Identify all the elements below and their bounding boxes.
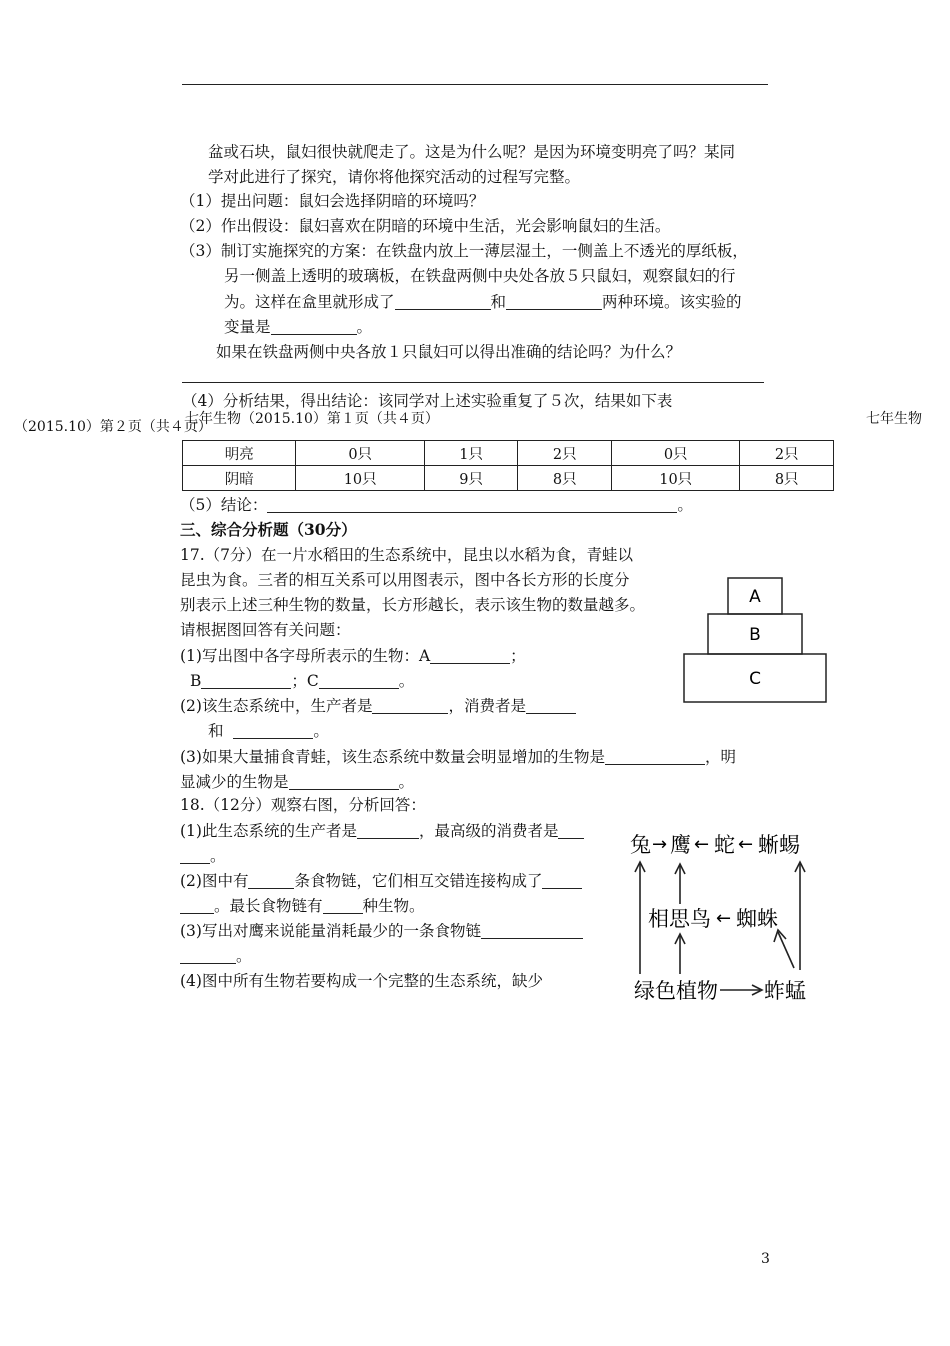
web-arrow-1: ← (694, 834, 710, 855)
web-eagle: 鹰 (670, 833, 691, 857)
answer-blank-conclusion[interactable] (267, 497, 677, 514)
footer-page-2: （2015.10）第２页（共４页） (14, 419, 212, 435)
q18-sub-2 (180, 870, 582, 892)
q18-sub-3 (180, 920, 583, 942)
q3-text-a: 为。这样在盒里就形成了 (224, 293, 395, 311)
q17-s3-decrease: 显减少的生物是 (180, 773, 289, 791)
footer-right-label: 七年生物 (866, 411, 922, 427)
row-label: 明亮 (183, 441, 296, 466)
table-cell: 2只 (518, 441, 612, 466)
answer-blank-consumer-2[interactable] (233, 723, 313, 740)
answer-line-followup[interactable] (182, 382, 764, 383)
food-web-diagram (628, 818, 818, 1008)
table-row (183, 441, 834, 466)
answer-blank-env-2[interactable] (506, 294, 602, 311)
table-cell: 8只 (740, 466, 834, 491)
pyramid-label-c: C (749, 669, 761, 689)
q17-line-3: 别表示上述三种生物的数量，长方形越长，表示该生物的数量越多。 (180, 596, 646, 614)
q5-end: 。 (677, 496, 693, 514)
q17-s3-cont: ，明 (704, 748, 736, 766)
web-arrow-2: ← (738, 834, 754, 855)
q5-label: （5）结论： (180, 496, 268, 514)
table-cell: 8只 (518, 466, 612, 491)
q17-s3-end: 。 (398, 773, 415, 791)
web-snake: 蛇 (714, 833, 735, 857)
q17-s1-end: 。 (398, 672, 415, 690)
q18-s1-top: ，最高级的消费者是 (418, 822, 559, 840)
q3-text-b: 和 (490, 293, 507, 311)
q17-sub-1 (180, 645, 526, 667)
answer-blank-web-cont[interactable] (180, 898, 214, 915)
question-3-followup: 如果在铁盘两侧中央各放１只鼠妇可以得出准确的结论吗？为什么？ (216, 343, 682, 361)
q17-line-1: 17.（7分）在一片水稻田的生态系统中，昆虫以水稻为食，青蛙以 (180, 546, 634, 564)
q18-s2-longest: 。最长食物链有 (214, 897, 323, 915)
answer-blank-top-consumer[interactable] (558, 823, 584, 840)
q17-s1-sep: ； (510, 647, 526, 665)
table-cell: 10只 (611, 466, 739, 491)
q17-line-4: 请根据图回答有关问题： (180, 621, 351, 639)
q17-s3-text: (3)如果大量捕食青蛙，该生态系统中数量会明显增加的生物是 (180, 748, 605, 766)
answer-blank-species[interactable] (323, 898, 363, 915)
answer-blank-chain[interactable] (481, 923, 583, 940)
q18-s2-web: 条食物链，它们相互交错连接构成了 (294, 872, 543, 890)
table-cell: 2只 (740, 441, 834, 466)
table-row (183, 466, 834, 491)
q18-sub-2b (180, 895, 425, 917)
q17-s2-consumer: ，消费者是 (448, 697, 526, 715)
q17-s2-and: 和 (208, 722, 224, 740)
q18-s1-text: (1)此生态系统的生产者是 (180, 822, 357, 840)
q17-sub-3 (180, 746, 736, 768)
answer-blank-env-1[interactable] (395, 294, 491, 311)
intro-line-2: 学对此进行了探究，请你将他探究活动的过程写完整。 (208, 168, 581, 186)
answer-blank-a[interactable] (430, 648, 510, 665)
web-rabbit: 兔 (630, 833, 651, 857)
table-cell: 10只 (296, 466, 424, 491)
web-spider: 蜘蛛 (736, 907, 778, 931)
header-rule (182, 84, 768, 85)
question-2: （2）作出假设：鼠妇喜欢在阴暗的环境中生活，光会影响鼠妇的生活。 (180, 217, 671, 235)
answer-blank-web[interactable] (542, 873, 582, 890)
page-number: 3 (761, 1251, 770, 1267)
q18-sub-3b (180, 945, 252, 967)
table-cell: 0只 (611, 441, 739, 466)
answer-blank-b[interactable] (201, 673, 291, 690)
question-3-line-2: 另一侧盖上透明的玻璃板，在铁盘两侧中央处各放５只鼠妇，观察鼠妇的行 (224, 267, 736, 285)
q18-s1-end: 。 (210, 847, 226, 865)
answer-blank-consumer-1[interactable] (526, 698, 576, 715)
question-4-partial: （4）分析结果，得出结论：该同学对上述实验重复了５次，结果如下表 (182, 392, 673, 410)
question-5 (180, 494, 693, 516)
q17-sub-2 (180, 695, 576, 717)
answer-blank-variable[interactable] (271, 319, 357, 336)
q18-s2-end: 种生物。 (362, 897, 425, 915)
q17-line-2: 昆虫为食。三者的相互关系可以用图表示，图中各长方形的长度分 (180, 571, 630, 589)
table-cell: 0只 (296, 441, 424, 466)
answer-blank-chain-cont[interactable] (180, 948, 236, 965)
section-3-heading: 三、综合分析题（30分） (180, 520, 357, 539)
q17-sub-1b (190, 670, 414, 692)
web-grasshopper: 蚱蜢 (764, 979, 806, 1003)
q18-s3-end: 。 (236, 947, 252, 965)
q18-sub-1b (180, 845, 226, 867)
web-lizard: 蜥蜴 (758, 833, 800, 857)
pyramid-label-a: A (749, 587, 761, 607)
pyramid-diagram (680, 570, 832, 706)
q18-s3-text: (3)写出对鹰来说能量消耗最少的一条食物链 (180, 922, 481, 940)
q17-s2-end: 。 (313, 722, 329, 740)
web-arrow-3: ← (716, 908, 732, 929)
intro-line-1: 盆或石块，鼠妇很快就爬走了。这是为什么呢？是因为环境变明亮了吗？某同 (208, 143, 736, 161)
q17-sub-3b (180, 771, 414, 793)
q18-sub-1 (180, 820, 584, 842)
web-arrow-right-1: → (652, 834, 668, 855)
q17-s2-text: (2)该生态系统中，生产者是 (180, 697, 373, 715)
q17-s1-text: (1)写出图中各字母所表示的生物：A (180, 647, 431, 665)
q17-sub-2b (208, 720, 329, 742)
answer-blank-decrease[interactable] (289, 774, 399, 791)
answer-blank-c[interactable] (319, 673, 399, 690)
footer-page-1: 七年生物（2015.10）第１页（共４页） (185, 411, 439, 427)
q17-b-label: B (190, 672, 202, 690)
answer-blank-increase[interactable] (605, 749, 705, 766)
q17-c-label: ；C (291, 672, 319, 690)
footer-page-2-partial (14, 419, 314, 435)
q3-text-c: 两种环境。该实验的 (602, 293, 742, 311)
q3-variable-label: 变量是 (224, 318, 271, 336)
results-table (182, 440, 834, 491)
answer-blank-top-consumer-cont[interactable] (180, 848, 210, 865)
web-bird: 相思鸟 (648, 907, 711, 931)
question-3-line-3 (224, 291, 742, 313)
web-plant: 绿色植物 (634, 979, 718, 1003)
question-3-line-1: （3）制订实施探究的方案：在铁盘内放上一薄层湿土，一侧盖上不透光的厚纸板， (180, 242, 748, 260)
q18-sub-4: (4)图中所有生物若要构成一个完整的生态系统，缺少 (180, 972, 543, 990)
answer-blank-producer[interactable] (372, 698, 448, 715)
pyramid-label-b: B (749, 625, 761, 645)
q18-s2-text: (2)图中有 (180, 872, 249, 890)
question-1: （1）提出问题：鼠妇会选择阴暗的环境吗？ (180, 192, 485, 210)
q18-heading: 18.（12分）观察右图，分析回答： (180, 796, 426, 814)
table-cell: 1只 (424, 441, 518, 466)
table-cell: 9只 (424, 466, 518, 491)
q3-variable-end: 。 (356, 318, 373, 336)
question-3-line-4 (224, 316, 372, 338)
answer-blank-chain-count[interactable] (248, 873, 294, 890)
answer-blank-producer-18[interactable] (357, 823, 419, 840)
page-cut-partial (180, 388, 780, 410)
row-label: 阴暗 (183, 466, 296, 491)
